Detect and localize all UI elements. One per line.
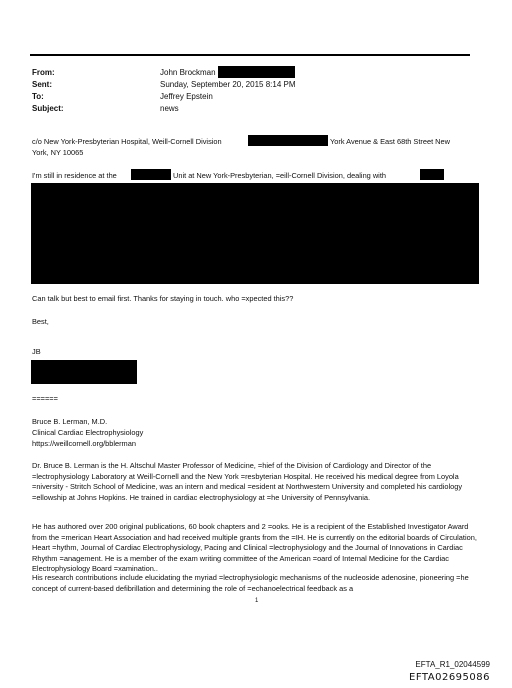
redaction-box [248, 135, 328, 146]
residence-line-b: Unit at New York-Presbyterian, =eill-Cornell Division, dealing with [173, 171, 386, 180]
to-value: Jeffrey Epstein [160, 92, 213, 101]
to-label: To: [32, 92, 44, 101]
address-line-1b: York Avenue & East 68th Street New [330, 137, 450, 146]
talk-line: Can talk but best to email first. Thanks for staying in touch. who =xpected this?? [32, 294, 294, 303]
large-redaction-block [31, 183, 479, 284]
from-value: John Brockman [160, 68, 216, 77]
header-rule [30, 54, 470, 56]
bio-paragraph-2: He has authored over 200 original publications, 60 book chapters and 2 =ooks. He is a recipient of the Established Investigator Award from the =merican Heart Association and had received multiple grants from the =IH. He is currently on the editorial boards of Circulation, Heart =hythm, Journal of Cardiac Electrophysiology, Pacing and Clinical =lectrophysiology and the Journal of Innovations in Cardiac Rhythm =anagement. He is a member of the exam writing committee of the American =oard of Internal Medicine for the Cardiac Electrophysiology Board =xamination.. [32, 522, 477, 573]
redaction-box [218, 66, 295, 78]
residence-line-a: I'm still in residence at the [32, 171, 117, 180]
bio-paragraph-1: Dr. Bruce B. Lerman is the H. Altschul Master Professor of Medicine, =hief of the Division of Cardiology and Director of the =lectrophysiology Laboratory at Weill-Cornell and the New York =resbyterian Hospital. He received his medical degree from Loyola =niversity - Stritch School of Medicine, was an intern and medical =esident at Northwestern University and completed his cardiology =ellowship at Johns Hopkins. He trained in cardiac electrophysiology at =he University of Pennsylvania. [32, 461, 463, 502]
redaction-box [131, 169, 171, 180]
forward-title: Clinical Cardiac Electrophysiology [32, 428, 144, 437]
sent-label: Sent: [32, 80, 52, 89]
bates-number-2: EFTA02695086 [409, 672, 490, 683]
page-number: 1 [255, 598, 259, 604]
address-line-2: York, NY 10065 [32, 148, 84, 157]
separator: ====== [32, 394, 58, 403]
subject-label: Subject: [32, 104, 64, 113]
forward-name: Bruce B. Lerman, M.D. [32, 417, 108, 426]
bio-paragraph-3: His research contributions include elucidating the myriad =lectrophysiologic mechanisms of the nucleoside adenosine, pioneering =he concept of current-based defibrillation and determining the role of =echanoelectrical feedback as a [32, 573, 469, 593]
bates-number-1: EFTA_R1_02044599 [415, 660, 490, 669]
address-line-1a: c/o New York-Presbyterian Hospital, Weill-Cornell Division [32, 137, 222, 146]
sent-value: Sunday, September 20, 2015 8:14 PM [160, 80, 296, 89]
signature: JB [32, 347, 41, 356]
from-label: From: [32, 68, 55, 77]
forward-url[interactable]: https://weillcornell.org/bblerman [32, 439, 136, 448]
redaction-box [420, 169, 444, 180]
redaction-box [31, 360, 137, 384]
closing: Best, [32, 317, 49, 326]
subject-value: news [160, 104, 179, 113]
